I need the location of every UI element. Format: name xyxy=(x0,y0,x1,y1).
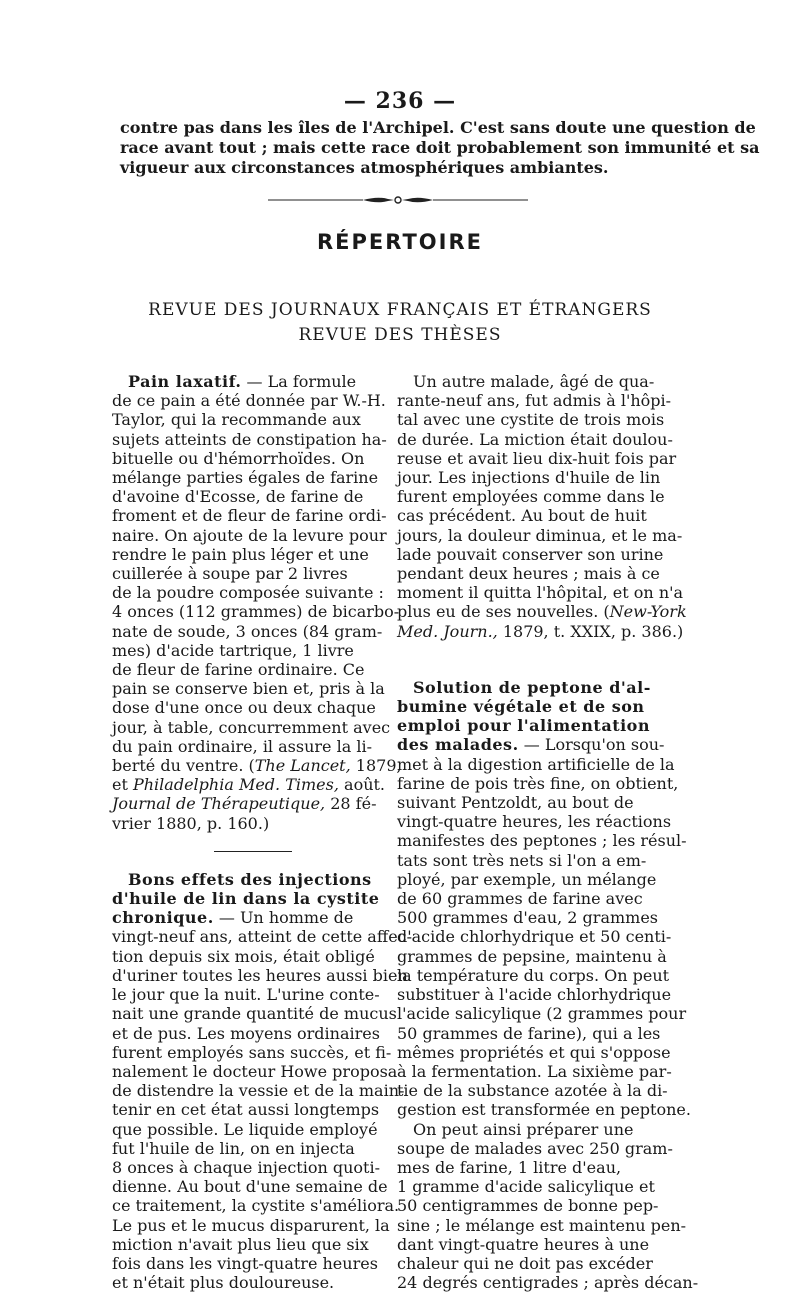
reference-line xyxy=(112,794,394,813)
text-line: met à la digestion artificielle de la xyxy=(397,754,675,774)
subtitle-theses: REVUE DES THÈSES xyxy=(298,325,502,345)
text-line: de fleur de farine ordinaire. Ce xyxy=(112,660,365,680)
text-line: moment il quitta l'hôpital, et on n'a xyxy=(397,583,684,603)
text-line: mes) d'acide tartrique, 1 livre xyxy=(112,640,354,660)
text-line: et de pus. Les moyens ordinaires xyxy=(112,1023,380,1043)
journal-title: Philadelphia Med. Times, xyxy=(132,775,339,795)
subtitle-journals: REVUE DES JOURNAUX FRANÇAIS ET ÉTRANGERS xyxy=(148,300,652,320)
text-line: miction n'avait plus lieu que six xyxy=(112,1234,369,1254)
text-line: 4 onces (112 grammes) de bicarbo- xyxy=(112,602,400,622)
text-line: tion depuis six mois, était obligé xyxy=(112,946,375,966)
page-number: — 236 — xyxy=(343,88,457,114)
journal-title: Journal de Thérapeutique, xyxy=(112,794,326,814)
article-heading-line: d'huile de lin dans la cystite xyxy=(112,889,380,909)
reference-line: vrier 1880, p. 160.) xyxy=(112,813,270,833)
text-line: du pain ordinaire, il assure la li- xyxy=(112,736,372,756)
text-fragment: plus eu de ses nouvelles. ( xyxy=(397,602,610,622)
text-line: la température du corps. On peut xyxy=(397,965,670,985)
article-heading-line: Bons effets des injections xyxy=(128,869,372,889)
section-title: RÉPERTOIRE xyxy=(317,230,483,254)
text-line: et n'était plus douloureuse. xyxy=(112,1273,335,1292)
text-fragment: — Un homme de xyxy=(213,908,354,928)
text-line: nalement le docteur Howe proposa xyxy=(112,1061,398,1081)
intro-paragraph xyxy=(120,118,760,178)
text-fragment: 1879, t. XXIX, p. 386.) xyxy=(497,621,684,641)
text-line: furent employées comme dans le xyxy=(397,487,665,507)
text-line: de 60 grammes de farine avec xyxy=(397,889,643,909)
text-line: vingt-quatre heures, les réactions xyxy=(397,812,672,832)
reference-line xyxy=(112,756,402,776)
text-fragment: août. xyxy=(338,775,386,795)
text-line: naire. On ajoute de la levure pour xyxy=(112,525,387,545)
text-fragment: 1879, xyxy=(350,756,402,776)
text-line: cas précédent. Au bout de huit xyxy=(397,506,647,526)
text-line: cuillerée à soupe par 2 livres xyxy=(112,564,348,584)
text-line: l'acide salicylique (2 grammes pour xyxy=(397,1004,687,1024)
text-line: sine ; le mélange est maintenu pen- xyxy=(397,1215,687,1235)
text-line: mes de farine, 1 litre d'eau, xyxy=(397,1157,622,1177)
text-line: reuse et avait lieu dix-huit fois par xyxy=(397,448,677,468)
text-line: grammes de pepsine, maintenu à xyxy=(397,946,667,966)
reference-line xyxy=(397,621,684,641)
text-line: mélange parties égales de farine xyxy=(112,468,379,488)
text-fragment: — La formule xyxy=(241,372,357,391)
article-heading-last-line xyxy=(397,735,679,754)
article-heading-line: emploi pour l'alimentation xyxy=(397,716,650,736)
text-line: à la fermentation. La sixième par- xyxy=(397,1061,672,1081)
text-line: manifestes des peptones ; les résul- xyxy=(397,831,687,851)
text-line: nate de soude, 3 onces (84 gram- xyxy=(112,621,383,641)
text-line: d'avoine d'Ecosse, de farine de xyxy=(112,487,364,507)
text-fragment: — Lorsqu'on sou- xyxy=(518,735,665,755)
text-line: de durée. La miction était doulou- xyxy=(397,429,673,449)
text-line: pendant deux heures ; mais à ce xyxy=(397,564,660,584)
text-line: 50 grammes de farine), qui a les xyxy=(397,1023,661,1043)
text-line: lade pouvait conserver son urine xyxy=(397,544,664,564)
text-line: tie de la substance azotée à la di- xyxy=(397,1081,668,1101)
right-column xyxy=(397,372,699,1292)
text-line: substituer à l'acide chlorhydrique xyxy=(397,985,672,1005)
journal-title: The Lancet, xyxy=(254,756,351,776)
text-line: ployé, par exemple, un mélange xyxy=(397,869,657,889)
text-line: le jour que la nuit. L'urine conte- xyxy=(112,985,380,1005)
text-line: dose d'une once ou deux chaque xyxy=(112,698,376,718)
left-column xyxy=(112,372,413,1292)
text-line: tenir en cet état aussi longtemps xyxy=(112,1100,380,1120)
article-heading-line: Solution de peptone d'al- xyxy=(413,677,651,697)
article-first-line xyxy=(112,372,394,391)
text-line: mêmes propriétés et qui s'oppose xyxy=(397,1042,671,1062)
text-line: fut l'huile de lin, on en injecta xyxy=(112,1138,355,1158)
reference-line xyxy=(112,775,394,794)
text-line: 24 degrés centigrades ; après décan- xyxy=(397,1273,699,1292)
text-line: jours, la douleur diminua, et le ma- xyxy=(397,525,683,545)
text-line: que possible. Le liquide employé xyxy=(112,1119,378,1139)
text-line: 8 onces à chaque injection quoti- xyxy=(112,1157,380,1177)
intro-line: race avant tout ; mais cette race doit probablement son immunité et sa xyxy=(120,138,760,157)
article-heading-fragment: chronique. xyxy=(112,908,214,928)
intro-line: vigueur aux circonstances atmosphériques ambiantes. xyxy=(120,158,609,177)
text-line: dant vingt-quatre heures à une xyxy=(397,1234,650,1254)
text-fragment: 28 fé- xyxy=(325,794,377,814)
journal-title: Med. Journ., xyxy=(397,621,498,641)
text-fragment: berté du ventre. ( xyxy=(112,756,255,776)
article-heading-last-line xyxy=(112,908,394,927)
text-line: jour, à table, concurremment avec xyxy=(112,717,391,737)
text-line: bituelle ou d'hémorrhoïdes. On xyxy=(112,448,365,468)
text-line: vingt-neuf ans, atteint de cette affec- xyxy=(112,927,413,947)
text-line: rendre le pain plus léger et une xyxy=(112,544,369,564)
text-line: ce traitement, la cystite s'améliora. xyxy=(112,1196,400,1216)
text-line: Le pus et le mucus disparurent, la xyxy=(112,1215,390,1235)
text-line: de ce pain a été donnée par W.-H. xyxy=(112,391,386,411)
text-line: furent employés sans succès, et fi- xyxy=(112,1042,392,1062)
text-line: fois dans les vingt-quatre heures xyxy=(112,1253,378,1273)
text-fragment: et xyxy=(112,775,133,795)
text-line: d'acide chlorhydrique et 50 centi- xyxy=(397,927,672,947)
text-line: 50 centigrammes de bonne pep- xyxy=(397,1196,659,1216)
text-line: rante-neuf ans, fut admis à l'hôpi- xyxy=(397,391,672,411)
text-line: 500 grammes d'eau, 2 grammes xyxy=(397,908,659,928)
article-separator xyxy=(499,659,577,660)
text-line: pain se conserve bien et, pris à la xyxy=(112,679,385,699)
text-line: d'uriner toutes les heures aussi bien xyxy=(112,965,408,985)
text-line: sujets atteints de constipation ha- xyxy=(112,429,387,449)
article-heading-fragment: des malades. xyxy=(397,735,519,755)
text-line: de la poudre composée suivante : xyxy=(112,583,384,603)
text-line: farine de pois très fine, on obtient, xyxy=(397,773,679,793)
text-line: nait une grande quantité de mucus xyxy=(112,1004,397,1024)
text-line: soupe de malades avec 250 gram- xyxy=(397,1138,673,1158)
text-line: froment et de fleur de farine ordi- xyxy=(112,506,387,526)
article-heading-line: bumine végétale et de son xyxy=(397,697,645,717)
text-line: Taylor, qui la recommande aux xyxy=(112,410,361,430)
text-line: suivant Pentzoldt, au bout de xyxy=(397,793,634,813)
text-line: de distendre la vessie et de la main- xyxy=(112,1081,405,1101)
divider-ornament xyxy=(268,194,528,206)
article-separator xyxy=(214,851,292,852)
text-line: On peut ainsi préparer une xyxy=(413,1119,634,1139)
text-line: chaleur qui ne doit pas excéder xyxy=(397,1253,653,1273)
text-line: tats sont très nets si l'on a em- xyxy=(397,850,647,870)
journal-title: New-York xyxy=(609,602,687,622)
reference-line xyxy=(397,602,687,622)
text-line: dienne. Au bout d'une semaine de xyxy=(112,1177,388,1197)
intro-line: contre pas dans les îles de l'Archipel. C'est sans doute une question de xyxy=(120,118,756,137)
text-line: 1 gramme d'acide salicylique et xyxy=(397,1177,655,1197)
article-heading-pain-laxatif: Pain laxatif. xyxy=(128,372,242,391)
text-line: jour. Les injections d'huile de lin xyxy=(397,468,661,488)
text-line: Un autre malade, âgé de qua- xyxy=(413,372,655,391)
text-line: tal avec une cystite de trois mois xyxy=(397,410,665,430)
text-line: gestion est transformée en peptone. xyxy=(397,1100,691,1120)
